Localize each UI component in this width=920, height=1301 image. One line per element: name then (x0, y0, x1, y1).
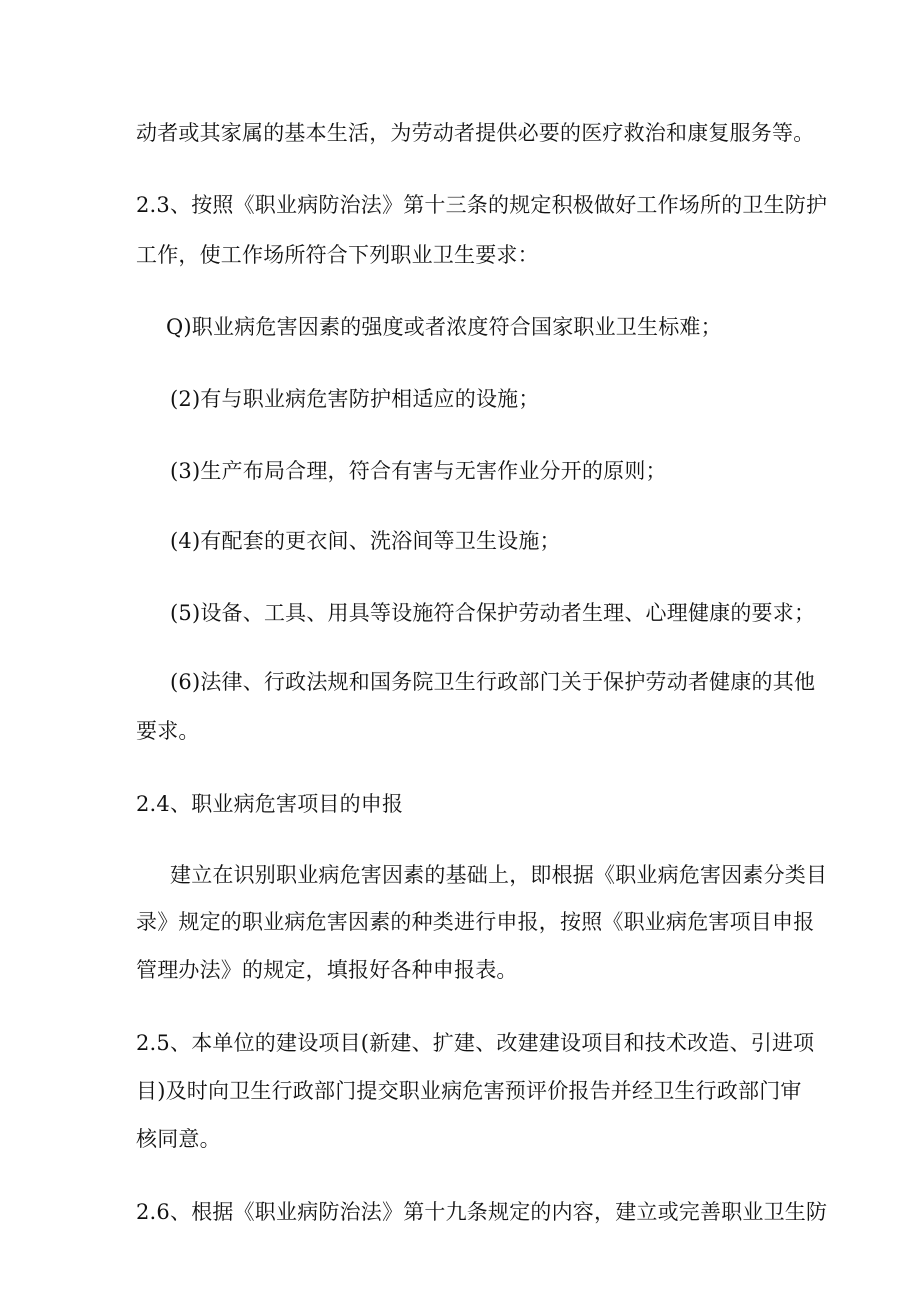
paragraph-line: 目)及时向卫生行政部门提交职业病危害预评价报告并经卫生行政部门审 (136, 1079, 802, 1103)
list-item: Q)职业病危害因素的强度或者浓度符合国家职业卫生标难； (166, 315, 722, 339)
list-item: (6)法律、行政法规和国务院卫生行政部门关于保护劳动者健康的其他 (170, 670, 816, 694)
paragraph-line: 录》规定的职业病危害因素的种类进行申报，按照《职业病危害项目申报 (136, 910, 815, 934)
section-heading-2-3: 2.3、按照《职业病防治法》第十三条的规定积极做好工作场所的卫生防护 (136, 193, 828, 217)
list-item: (3)生产布局合理，符合有害与无害作业分开的原则； (170, 459, 667, 483)
paragraph-line: 动者或其家属的基本生活，为劳动者提供必要的医疗救治和康复服务等。 (136, 121, 815, 145)
list-item: (5)设备、工具、用具等设施符合保护劳动者生理、心理健康的要求； (170, 601, 816, 625)
paragraph-line: 管理办法》的规定，填报好各种申报表。 (136, 958, 518, 982)
paragraph-line: 要求。 (136, 719, 200, 743)
paragraph-line: 工作，使工作场所符合下列职业卫生要求： (136, 243, 539, 267)
paragraph-line: 建立在识别职业病危害因素的基础上，即根据《职业病危害因素分类目 (170, 863, 828, 887)
section-heading-2-5: 2.5、本单位的建设项目(新建、扩建、改建建设项目和技术改造、引进项 (136, 1031, 815, 1055)
section-heading-2-4: 2.4、职业病危害项目的申报 (136, 792, 404, 816)
paragraph-line: 核同意。 (136, 1127, 221, 1151)
list-item: (4)有配套的更衣间、洗浴间等卫生设施； (170, 529, 561, 553)
section-heading-2-6: 2.6、根据《职业病防治法》第十九条规定的内容，建立或完善职业卫生防 (136, 1200, 828, 1224)
list-item: (2)有与职业病危害防护相适应的设施； (170, 387, 540, 411)
